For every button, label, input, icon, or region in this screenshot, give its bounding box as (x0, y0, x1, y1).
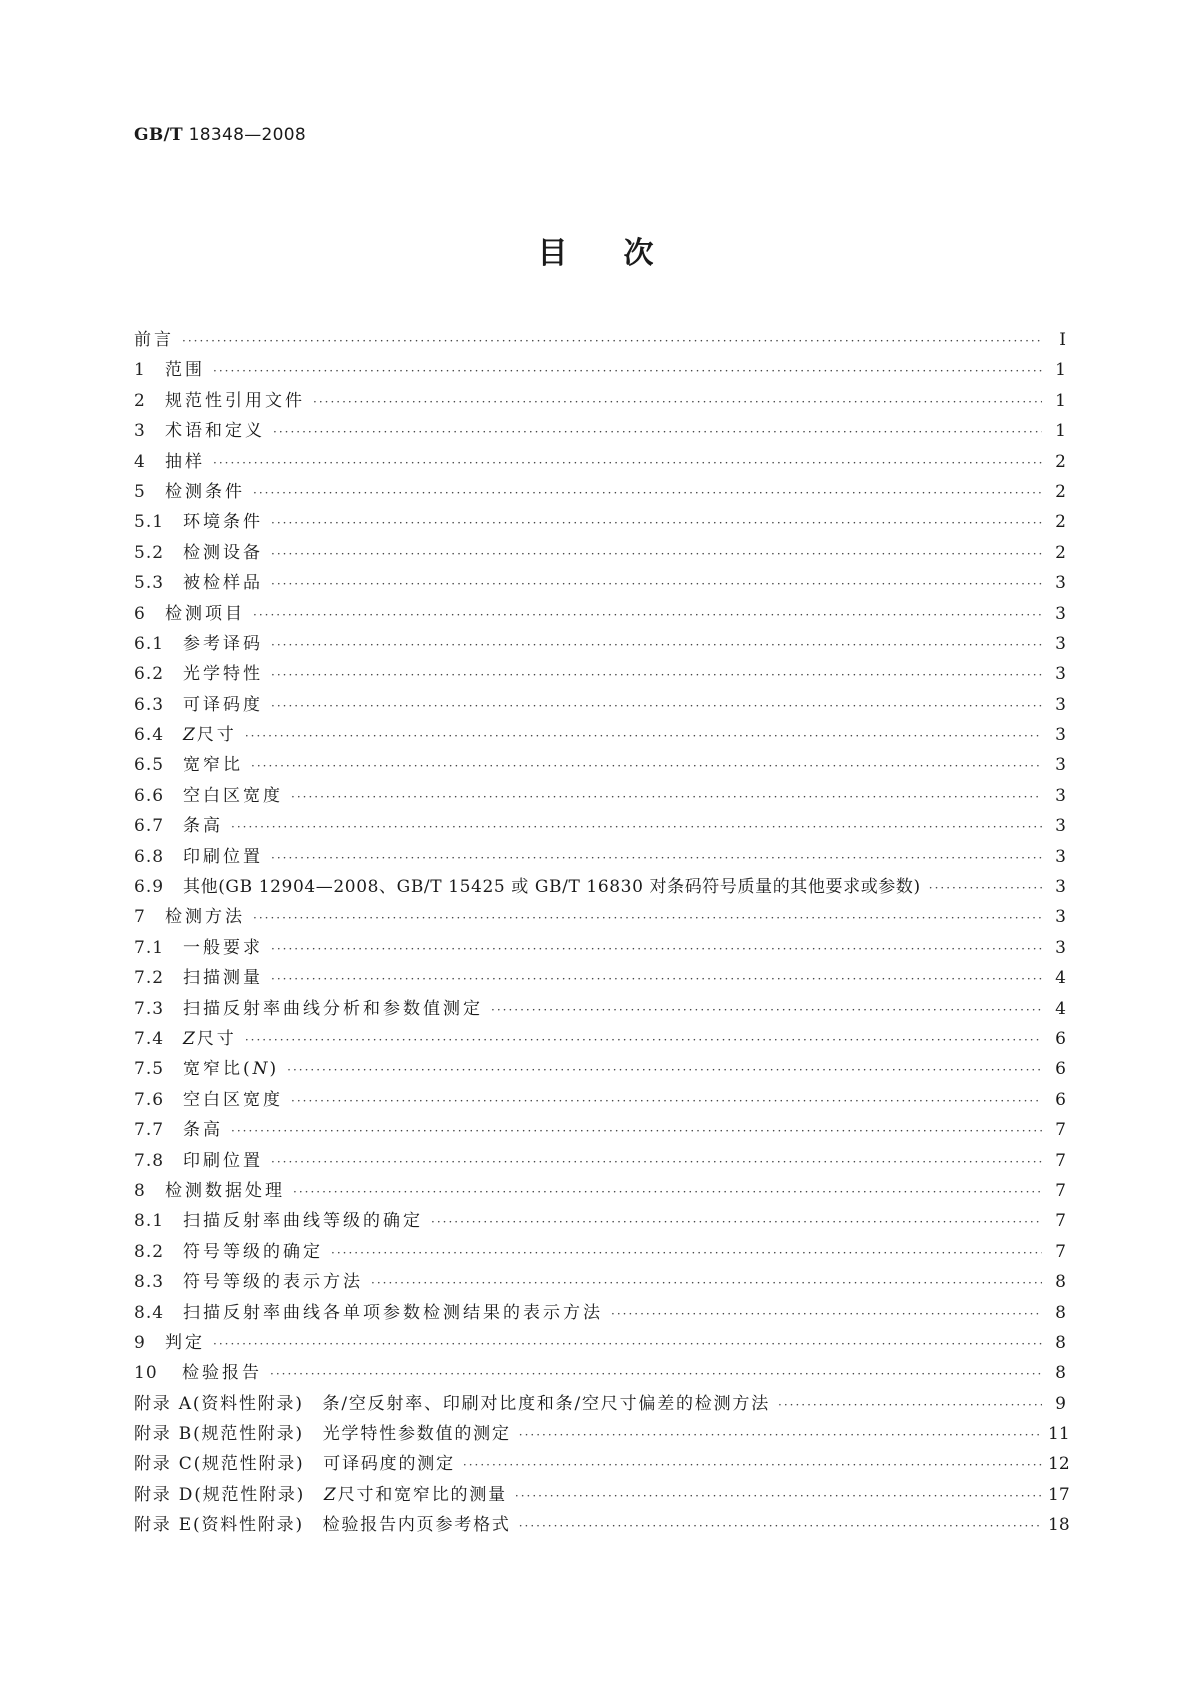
toc-leader-dots (251, 759, 1042, 773)
toc-leader-dots (778, 1398, 1042, 1412)
toc-entry-label-symbol: Z (183, 1028, 195, 1049)
toc-entry-page: 11 (1048, 1424, 1070, 1445)
standard-number: 18348—2008 (188, 125, 307, 145)
toc-entry-label-text: 抽样 (165, 451, 205, 472)
toc-entry-label-text: 尺寸 (196, 725, 237, 746)
toc-entry[interactable] (134, 1024, 1066, 1054)
toc-entry-label (183, 507, 271, 532)
toc-entry-label-text: 判定 (165, 1332, 205, 1353)
toc-leader-dots (231, 820, 1042, 834)
toc-leader-dots (271, 547, 1042, 561)
toc-entry-page: 6 (1055, 1059, 1066, 1080)
toc-entry-label (183, 933, 271, 958)
toc-entry-page: 6 (1055, 1028, 1066, 1049)
toc-entry[interactable] (134, 1054, 1066, 1084)
toc-entry-label (183, 811, 231, 836)
toc-entry-number: 4 (134, 451, 146, 472)
toc-entry-label-text: 一般要求 (183, 937, 263, 958)
toc-entry-label-symbol: Z (183, 725, 195, 746)
toc-leader-dots (519, 1519, 1042, 1533)
toc-entry[interactable] (134, 629, 1066, 659)
toc-entry[interactable] (134, 842, 1066, 872)
toc-entry[interactable] (134, 1298, 1066, 1328)
toc-entry[interactable] (134, 750, 1066, 780)
toc-entry-label (134, 325, 182, 350)
toc-entry-label-text: 宽窄比 (183, 755, 243, 776)
toc-entry[interactable] (134, 599, 1066, 629)
toc-entry[interactable] (134, 568, 1066, 598)
toc-entry-label-text: 尺寸 (196, 1028, 237, 1049)
toc-entry-label-text: 检测数据处理 (165, 1180, 285, 1201)
toc-entry-number: 8.1 (134, 1211, 165, 1232)
toc-entry-label (183, 1146, 271, 1171)
toc-entry-label (183, 568, 271, 593)
toc-entry-label (183, 1024, 245, 1049)
toc-entry-label-text: 扫描测量 (183, 968, 263, 989)
toc-entry-label-text: 检测设备 (183, 542, 263, 563)
toc-entry-label (183, 1267, 371, 1292)
toc-entry-label-text: 光学特性 (183, 664, 263, 685)
toc-entry-page: 7 (1055, 1241, 1066, 1262)
toc-entry-page: 2 (1055, 542, 1066, 563)
toc-entry[interactable] (134, 994, 1066, 1024)
toc-entry-label (183, 842, 271, 867)
toc-entry-number: 2 (134, 390, 146, 411)
toc-entry-label (134, 1449, 463, 1474)
toc-entry-label (183, 629, 271, 654)
toc-entry-number: 5.2 (134, 542, 165, 563)
toc-leader-dots (271, 972, 1042, 986)
toc-leader-dots (213, 1337, 1042, 1351)
toc-entry[interactable] (134, 1419, 1070, 1449)
toc-entry-label (183, 872, 929, 897)
toc-entry-label-text: 扫描反射率曲线等级的确定 (183, 1211, 423, 1232)
toc-entry-page: 3 (1055, 816, 1066, 837)
toc-entry-label (183, 750, 251, 775)
toc-leader-dots (213, 364, 1042, 378)
toc-entry-label (183, 994, 491, 1019)
toc-entry-label (183, 690, 271, 715)
toc-entry-label (134, 1510, 519, 1535)
toc-leader-dots (287, 1063, 1042, 1077)
toc-entry-number: 5.3 (134, 573, 165, 594)
toc-entry-label (183, 659, 271, 684)
toc-leader-dots (253, 608, 1042, 622)
toc-entry-label (165, 1176, 293, 1201)
toc-entry[interactable] (134, 1510, 1070, 1540)
page-title: 目次 (537, 236, 710, 271)
toc-entry-label-text: 附录 E(资料性附录) 检验报告内页参考格式 (134, 1515, 511, 1536)
toc-entry-number: 6 (134, 603, 146, 624)
toc-leader-dots (271, 668, 1042, 682)
toc-entry[interactable] (134, 1176, 1066, 1206)
toc-leader-dots (463, 1458, 1042, 1472)
toc-entry-label (183, 538, 271, 563)
toc-entry-page: 2 (1055, 481, 1066, 502)
toc-entry-number: 7.6 (134, 1089, 165, 1110)
toc-entry-page: 3 (1055, 755, 1066, 776)
toc-entry-label (183, 781, 291, 806)
toc-entry-page: 3 (1055, 694, 1066, 715)
toc-entry-label-symbol: N (252, 1059, 268, 1080)
toc-entry-page: 1 (1055, 360, 1066, 381)
toc-leader-dots (293, 1185, 1042, 1199)
toc-entry-label (165, 477, 253, 502)
toc-entry-label-text: 参考译码 (183, 633, 263, 654)
toc-leader-dots (271, 577, 1042, 591)
toc-entry-label (165, 902, 253, 927)
toc-entry[interactable] (134, 1085, 1066, 1115)
toc-entry-number: 6.8 (134, 846, 165, 867)
toc-leader-dots (273, 425, 1042, 439)
toc-leader-dots (245, 1033, 1042, 1047)
toc-leader-dots (491, 1003, 1042, 1017)
toc-entry[interactable] (134, 781, 1066, 811)
toc-entry[interactable] (134, 902, 1066, 932)
toc-entry-label-text: 前言 (134, 330, 174, 350)
toc-entry-page: 3 (1055, 664, 1066, 685)
toc-entry[interactable] (134, 1328, 1066, 1358)
toc-entry-page: 18 (1048, 1515, 1070, 1536)
toc-entry-page: 4 (1055, 998, 1066, 1019)
toc-entry-number: 6.9 (134, 877, 165, 898)
toc-entry-page: 4 (1055, 968, 1066, 989)
toc-entry-label-text: 附录 B(规范性附录) 光学特性参数值的测定 (134, 1424, 511, 1445)
toc-entry-page: 1 (1055, 390, 1066, 411)
toc-leader-dots (291, 790, 1042, 804)
toc-entry-number: 6.7 (134, 816, 165, 837)
toc-entry-number: 7.3 (134, 998, 165, 1019)
toc-entry-label (183, 1206, 431, 1231)
toc-entry-page: 3 (1055, 785, 1066, 806)
toc-entry-label-text: 范围 (165, 360, 205, 381)
toc-entry-page: 2 (1055, 512, 1066, 533)
toc-leader-dots (253, 486, 1042, 500)
toc-entry-label-text: 空白区宽度 (183, 1089, 283, 1110)
toc-entry-number: 8 (134, 1180, 146, 1201)
toc-entry-page: 8 (1055, 1332, 1066, 1353)
toc-entry-page: 3 (1055, 937, 1066, 958)
toc-leader-dots (929, 881, 1042, 895)
toc-entry-page: 9 (1055, 1393, 1066, 1414)
toc-entry-page: 7 (1055, 1150, 1066, 1171)
toc-entry[interactable] (134, 720, 1066, 750)
toc-entry-label (183, 1115, 231, 1140)
toc-entry-number: 6.1 (134, 633, 165, 654)
toc-entry-label (182, 1358, 270, 1383)
toc-entry[interactable] (134, 1146, 1066, 1176)
toc-entry-number: 8.3 (134, 1272, 165, 1293)
toc-entry-page: 2 (1055, 451, 1066, 472)
toc-entry-page: 8 (1055, 1272, 1066, 1293)
toc-entry-label-text: 条高 (183, 816, 223, 837)
toc-entry-label-text: 印刷位置 (183, 1150, 263, 1171)
toc-leader-dots (611, 1307, 1042, 1321)
toc-entry-label-text: 印刷位置 (183, 846, 263, 867)
toc-entry[interactable] (134, 1237, 1066, 1267)
toc-entry-number: 6.6 (134, 785, 165, 806)
toc-entry-label-text: 符号等级的确定 (183, 1241, 323, 1262)
toc-entry[interactable] (134, 1449, 1070, 1479)
toc-leader-dots (271, 638, 1042, 652)
toc-entry[interactable] (134, 507, 1066, 537)
toc-entry-page: 7 (1055, 1120, 1066, 1141)
table-of-contents (134, 325, 1070, 1541)
toc-entry-number: 6.4 (134, 725, 165, 746)
toc-leader-dots (253, 911, 1042, 925)
toc-entry-label-text: 宽窄比( (183, 1059, 253, 1080)
toc-entry-number: 6.2 (134, 664, 165, 685)
toc-entry[interactable] (134, 416, 1066, 446)
toc-entry-label-text: 可译码度 (183, 694, 263, 715)
toc-entry-label (183, 1298, 611, 1323)
toc-leader-dots (271, 699, 1042, 713)
toc-entry-page: 17 (1048, 1484, 1070, 1505)
toc-leader-dots (271, 942, 1042, 956)
toc-entry-label (165, 355, 213, 380)
toc-leader-dots (371, 1276, 1042, 1290)
toc-entry-number: 7 (134, 907, 146, 928)
toc-entry-number: 1 (134, 360, 146, 381)
toc-entry-number: 7.2 (134, 968, 165, 989)
toc-leader-dots (271, 516, 1042, 530)
toc-entry-label-text: 其他(GB 12904—2008、GB/T 15425 或 GB/T 16830 对条码符号质量的其他要求或参数) (183, 877, 921, 898)
toc-entry[interactable] (134, 1480, 1070, 1510)
toc-entry-number: 6.3 (134, 694, 165, 715)
toc-entry[interactable] (134, 538, 1066, 568)
toc-leader-dots (431, 1215, 1042, 1229)
toc-entry-label-text: 扫描反射率曲线各单项参数检测结果的表示方法 (183, 1302, 603, 1323)
toc-entry-label (165, 416, 273, 441)
toc-entry-page: 8 (1055, 1302, 1066, 1323)
toc-entry-label-text: 术语和定义 (165, 421, 265, 442)
toc-leader-dots (331, 1246, 1042, 1260)
toc-entry-label (183, 1054, 287, 1079)
toc-entry-page: 7 (1055, 1211, 1066, 1232)
toc-leader-dots (271, 1155, 1042, 1169)
toc-entry[interactable] (134, 872, 1066, 902)
toc-entry[interactable] (134, 1115, 1066, 1145)
toc-entry-label-text: 检测方法 (165, 907, 245, 928)
toc-entry[interactable] (134, 1267, 1066, 1297)
toc-entry-number: 7.4 (134, 1028, 165, 1049)
toc-entry-number: 8.4 (134, 1302, 165, 1323)
toc-entry[interactable] (134, 659, 1066, 689)
toc-entry-number: 7.8 (134, 1150, 165, 1171)
toc-entry-label (134, 1419, 519, 1444)
toc-entry-label-text: 空白区宽度 (183, 785, 283, 806)
toc-entry-label (134, 1480, 515, 1505)
toc-entry-number: 10 (134, 1363, 158, 1384)
toc-entry[interactable] (134, 1389, 1066, 1419)
toc-entry-label-tail: ) (269, 1059, 280, 1080)
toc-entry-label-symbol: Z (323, 1484, 336, 1505)
toc-entry[interactable] (134, 386, 1066, 416)
toc-leader-dots (213, 456, 1042, 470)
toc-entry-page: 3 (1055, 846, 1066, 867)
toc-entry-label-text: 附录 D(规范性附录) (134, 1484, 324, 1505)
toc-entry-number: 5.1 (134, 512, 165, 533)
toc-entry-number: 3 (134, 421, 146, 442)
toc-leader-dots (270, 1367, 1042, 1381)
toc-leader-dots (182, 334, 1042, 348)
toc-leader-dots (271, 851, 1042, 865)
toc-entry-page: 6 (1055, 1089, 1066, 1110)
toc-entry[interactable] (134, 811, 1066, 841)
toc-entry-label-text: 扫描反射率曲线分析和参数值测定 (183, 998, 483, 1019)
toc-entry-page: 12 (1048, 1454, 1070, 1475)
toc-entry[interactable] (134, 447, 1066, 477)
toc-entry-page: 8 (1055, 1363, 1066, 1384)
toc-entry-page: 3 (1055, 573, 1066, 594)
toc-entry-label (165, 599, 253, 624)
toc-entry-label (183, 720, 245, 745)
toc-leader-dots (245, 729, 1042, 743)
toc-entry[interactable] (134, 477, 1066, 507)
toc-entry-label-text: 被检样品 (183, 573, 263, 594)
toc-entry-page: 3 (1055, 633, 1066, 654)
standard-code (134, 125, 306, 145)
toc-entry-number: 5 (134, 481, 146, 502)
toc-entry[interactable] (134, 1206, 1066, 1236)
toc-entry-number: 7.7 (134, 1120, 165, 1141)
standard-prefix: GB/T (134, 125, 183, 145)
toc-entry[interactable] (134, 963, 1066, 993)
toc-leader-dots (231, 1124, 1042, 1138)
toc-entry[interactable] (134, 325, 1066, 355)
toc-entry-label-text: 环境条件 (183, 512, 263, 533)
toc-entry-label-text: 符号等级的表示方法 (183, 1272, 363, 1293)
toc-entry-number: 9 (134, 1332, 146, 1353)
toc-leader-dots (313, 395, 1042, 409)
toc-entry-label-text: 检测条件 (165, 481, 245, 502)
toc-entry-label-tail: 尺寸和宽窄比的测量 (337, 1484, 507, 1505)
toc-entry-page: 3 (1055, 907, 1066, 928)
toc-entry[interactable] (134, 1358, 1066, 1388)
toc-leader-dots (519, 1428, 1042, 1442)
toc-entry-label-text: 规范性引用文件 (165, 390, 305, 411)
toc-entry-page: 3 (1055, 877, 1066, 898)
toc-entry-label-text: 条高 (183, 1120, 223, 1141)
toc-entry-number: 7.5 (134, 1059, 165, 1080)
toc-entry-page: 3 (1055, 603, 1066, 624)
toc-leader-dots (291, 1094, 1042, 1108)
toc-entry[interactable] (134, 690, 1066, 720)
toc-entry-page: 3 (1055, 725, 1066, 746)
toc-entry-label (134, 1389, 778, 1414)
toc-entry[interactable] (134, 355, 1066, 385)
toc-entry-number: 7.1 (134, 937, 165, 958)
toc-entry-number: 6.5 (134, 755, 165, 776)
toc-leader-dots (515, 1489, 1042, 1503)
toc-entry-label-text: 检测项目 (165, 603, 245, 624)
toc-entry-label (165, 386, 313, 411)
toc-entry-page: 7 (1055, 1180, 1066, 1201)
toc-entry-page: 1 (1055, 421, 1066, 442)
toc-entry-label (165, 447, 213, 472)
toc-entry-label (165, 1328, 213, 1353)
toc-entry-number: 8.2 (134, 1241, 165, 1262)
toc-entry-label (183, 1237, 331, 1262)
toc-entry[interactable] (134, 933, 1066, 963)
toc-entry-label-text: 附录 C(规范性附录) 可译码度的测定 (134, 1454, 455, 1475)
toc-entry-label-text: 附录 A(资料性附录) 条/空反射率、印刷对比度和条/空尺寸偏差的检测方法 (134, 1393, 770, 1414)
toc-entry-label (183, 963, 271, 988)
toc-entry-label-text: 检验报告 (182, 1363, 262, 1384)
toc-entry-page: Ⅰ (1059, 330, 1066, 350)
toc-entry-label (183, 1085, 291, 1110)
